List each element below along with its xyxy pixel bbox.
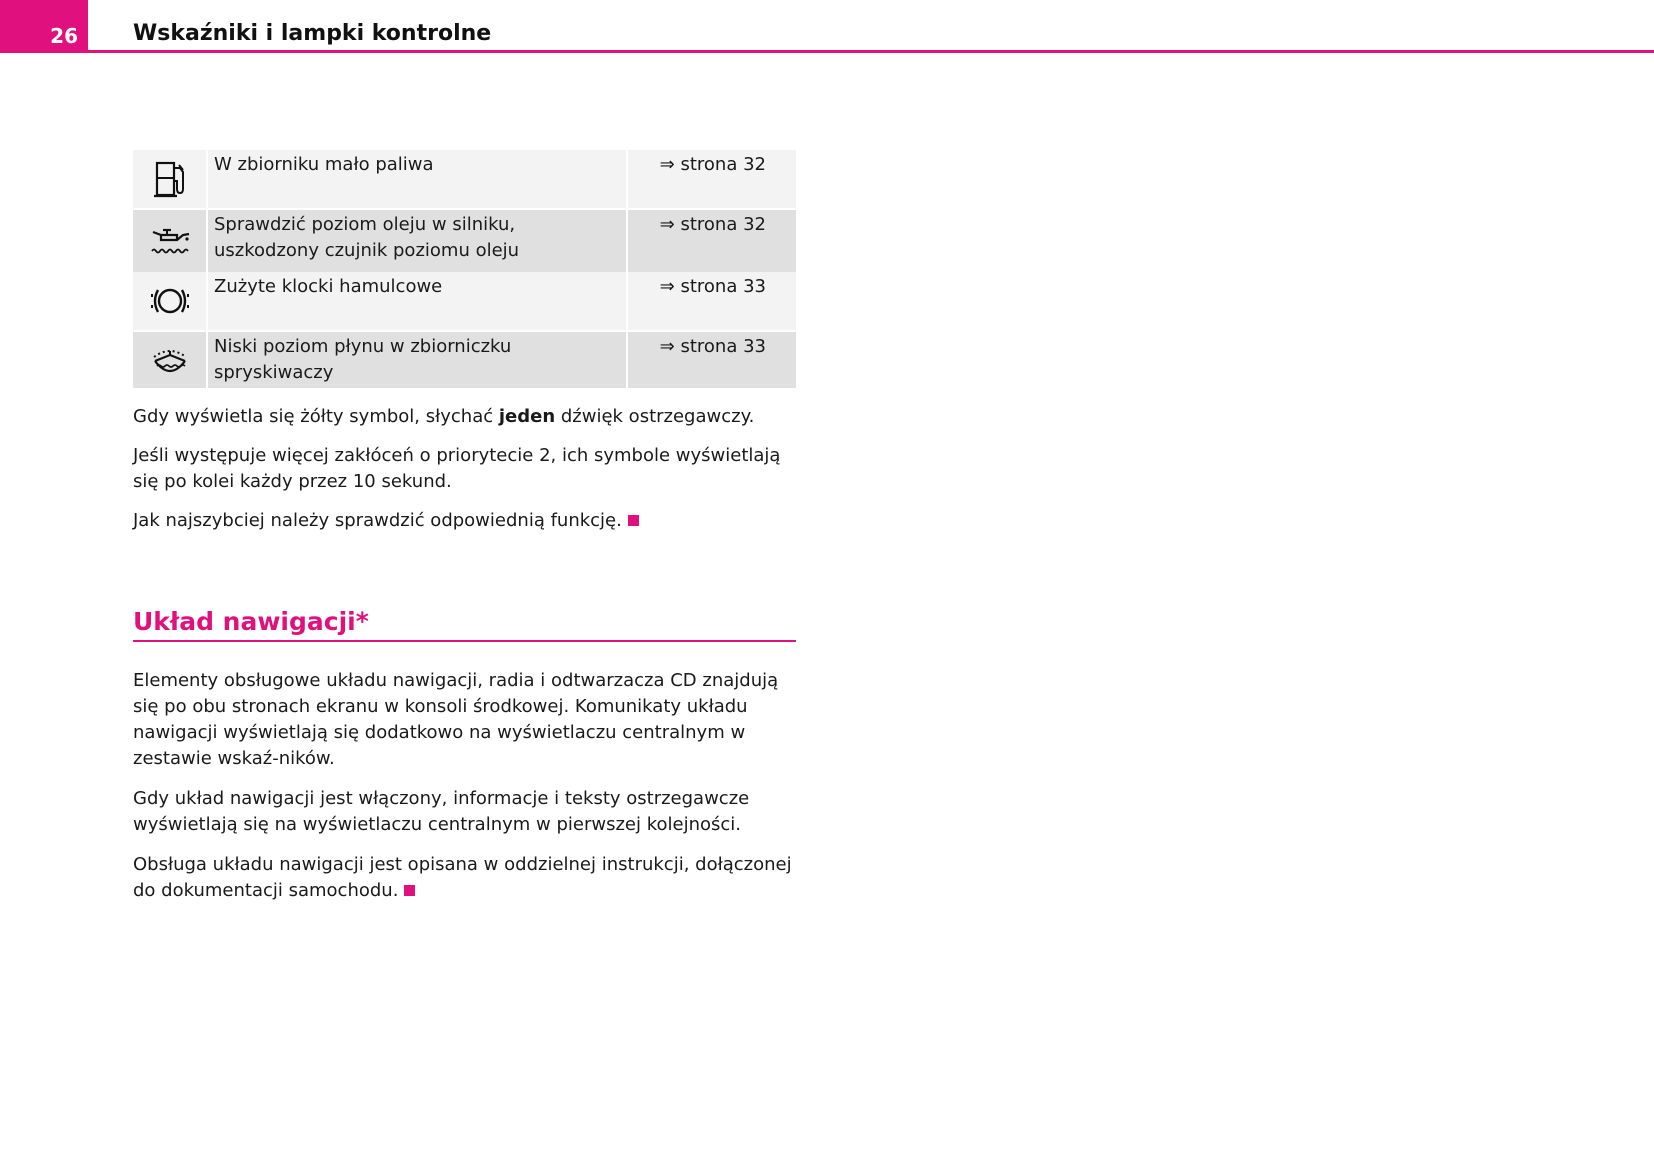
oil-can-icon bbox=[133, 210, 208, 272]
bold-text: jeden bbox=[498, 406, 556, 427]
section-rule bbox=[133, 640, 796, 642]
page-reference-link[interactable]: ⇒ strona 32 bbox=[659, 154, 766, 175]
fuel-pump-icon bbox=[133, 150, 208, 208]
paragraph-priority: Jeśli występuje więcej zakłóceń o priorytecie 2, ich symbole wyświetlają się po kolei każdy przez 10 sekund. bbox=[133, 445, 781, 492]
paragraph-check-function bbox=[133, 508, 798, 534]
header-rule bbox=[88, 50, 1654, 53]
indicator-description: W zbiorniku mało paliwa bbox=[208, 150, 628, 208]
text-run: Gdy wyświetla się żółty symbol, słychać bbox=[133, 406, 499, 427]
chapter-title: Wskaźniki i lampki kontrolne bbox=[133, 21, 492, 46]
paragraph-navigation-controls: Elementy obsługowe układu nawigacji, radia i odtwarzacza CD znajdują się po obu stronach ekranu w konsoli środkowej. Komunikaty układu nawigacji wyświetlają się dodatkowo na wyświetlaczu centralnym w zestawie wskaź-ników. bbox=[133, 670, 779, 769]
page-reference-link[interactable]: ⇒ strona 33 bbox=[659, 276, 766, 297]
indicator-table bbox=[133, 150, 796, 388]
section-heading: Układ nawigacji* bbox=[133, 607, 369, 636]
table-row bbox=[133, 208, 796, 272]
end-marker-icon bbox=[628, 515, 639, 526]
table-row bbox=[133, 330, 796, 388]
table-row bbox=[133, 272, 796, 330]
page-number: 26 bbox=[50, 24, 78, 48]
text-run: Obsługa układu nawigacji jest opisana w oddzielnej instrukcji, dołączonej do dokumentacji samochodu. bbox=[133, 854, 792, 901]
indicator-description: Niski poziom płynu w zbiorniczku spryskiwaczy bbox=[208, 332, 628, 388]
indicator-description: Zużyte klocki hamulcowe bbox=[208, 272, 628, 330]
brake-pads-icon bbox=[133, 272, 208, 330]
page-reference-link[interactable]: ⇒ strona 33 bbox=[659, 336, 766, 357]
text-run: dźwięk ostrzegawczy. bbox=[555, 406, 755, 427]
washer-fluid-icon bbox=[133, 332, 208, 388]
table-row bbox=[133, 150, 796, 208]
paragraph-navigation-display: Gdy układ nawigacji jest włączony, informacje i teksty ostrzegawcze wyświetlają się na wyświetlaczu centralnym w pierwszej kolejności. bbox=[133, 788, 750, 835]
end-marker-icon bbox=[404, 885, 415, 896]
page-header bbox=[0, 0, 1654, 53]
indicator-description: Sprawdzić poziom oleju w silniku, uszkodzony czujnik poziomu oleju bbox=[208, 210, 628, 272]
paragraph-warning-sound bbox=[133, 404, 798, 430]
page-number-box bbox=[0, 0, 88, 53]
page-reference-link[interactable]: ⇒ strona 32 bbox=[659, 214, 766, 235]
paragraph-navigation-manual bbox=[133, 852, 798, 904]
text-run: Jak najszybciej należy sprawdzić odpowiednią funkcję. bbox=[133, 510, 622, 531]
